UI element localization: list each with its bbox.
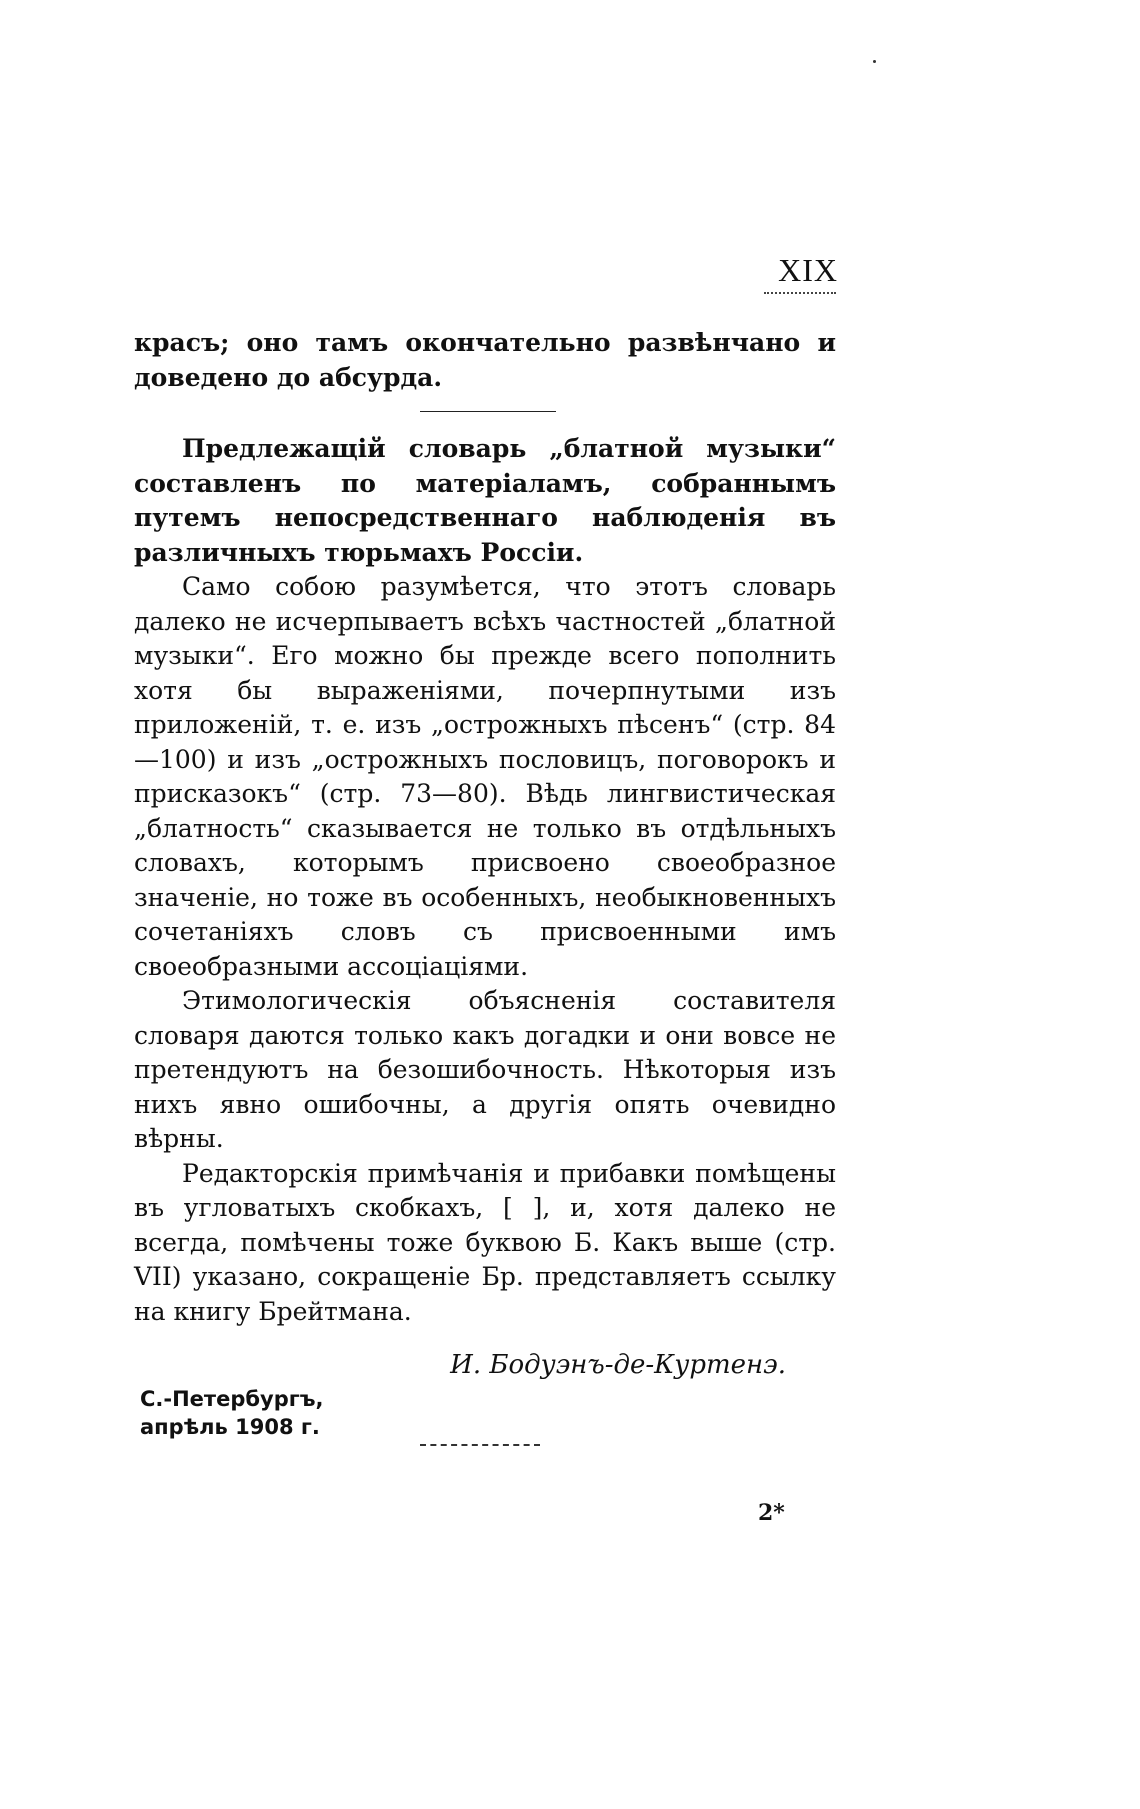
signature-mark: 2* (758, 1500, 785, 1526)
date: апрѣль 1908 г. (140, 1415, 320, 1439)
section-divider (420, 411, 556, 412)
place-date-block (140, 1385, 323, 1441)
page-number: XIX (778, 252, 838, 288)
author-signature: И. Бодуэнъ-де-Куртенэ. (450, 1350, 786, 1380)
place: С.-Петербургъ, (140, 1387, 324, 1411)
scan-speck (873, 60, 876, 63)
paragraph-3: Этимологическія объясненія составителя словаря даются только какъ догадки и они вовсе не претендуютъ на безошибочность. Нѣкоторыя изъ нихъ явно ошибочны, а другія опять очевидно вѣрны. (134, 986, 836, 1153)
end-divider (420, 1444, 540, 1446)
paragraph-4: Редакторскія примѣчанія и прибавки помѣщены въ угловатыхъ скобкахъ, [ ], и, хотя далеко не всегда, помѣчены тоже буквою Б. Какъ выше (стр. VII) указано, сокращеніе Бр. представляетъ ссылку на книгу Брейтмана. (134, 1158, 836, 1326)
paragraph-1: Предлежащій словарь „блатной музыки“ составленъ по матеріаламъ, собраннымъ путемъ непосредственнаго наблюденія въ различныхъ тюрьмахъ Россіи. (134, 434, 836, 567)
page-number-underline (764, 292, 836, 294)
paragraph-2: Само собою разумѣется, что этотъ словарь далеко не исчерпываетъ всѣхъ частностей „блатной музыки“. Его можно бы прежде всего пополнить хотя бы выраженіями, почерпнутыми изъ приложеній, т. е. изъ „острожныхъ пѣсенъ“ (стр. 84—100) и изъ „острожныхъ пословицъ, поговорокъ и присказокъ“ (стр. 73—80). Вѣдь лингвистическая „блатность“ сказывается не только въ отдѣльныхъ словахъ, которымъ присвоено своеобразное значеніе, но тоже въ особенныхъ, необыкновенныхъ сочетаніяхъ словъ съ присвоенными имъ своеобразными ассоціаціями. (134, 572, 836, 981)
body-text (134, 432, 836, 1329)
continuation-block (134, 326, 836, 395)
continuation-paragraph: красъ; оно тамъ окончательно развѣнчано и доведено до абсурда. (134, 328, 836, 392)
